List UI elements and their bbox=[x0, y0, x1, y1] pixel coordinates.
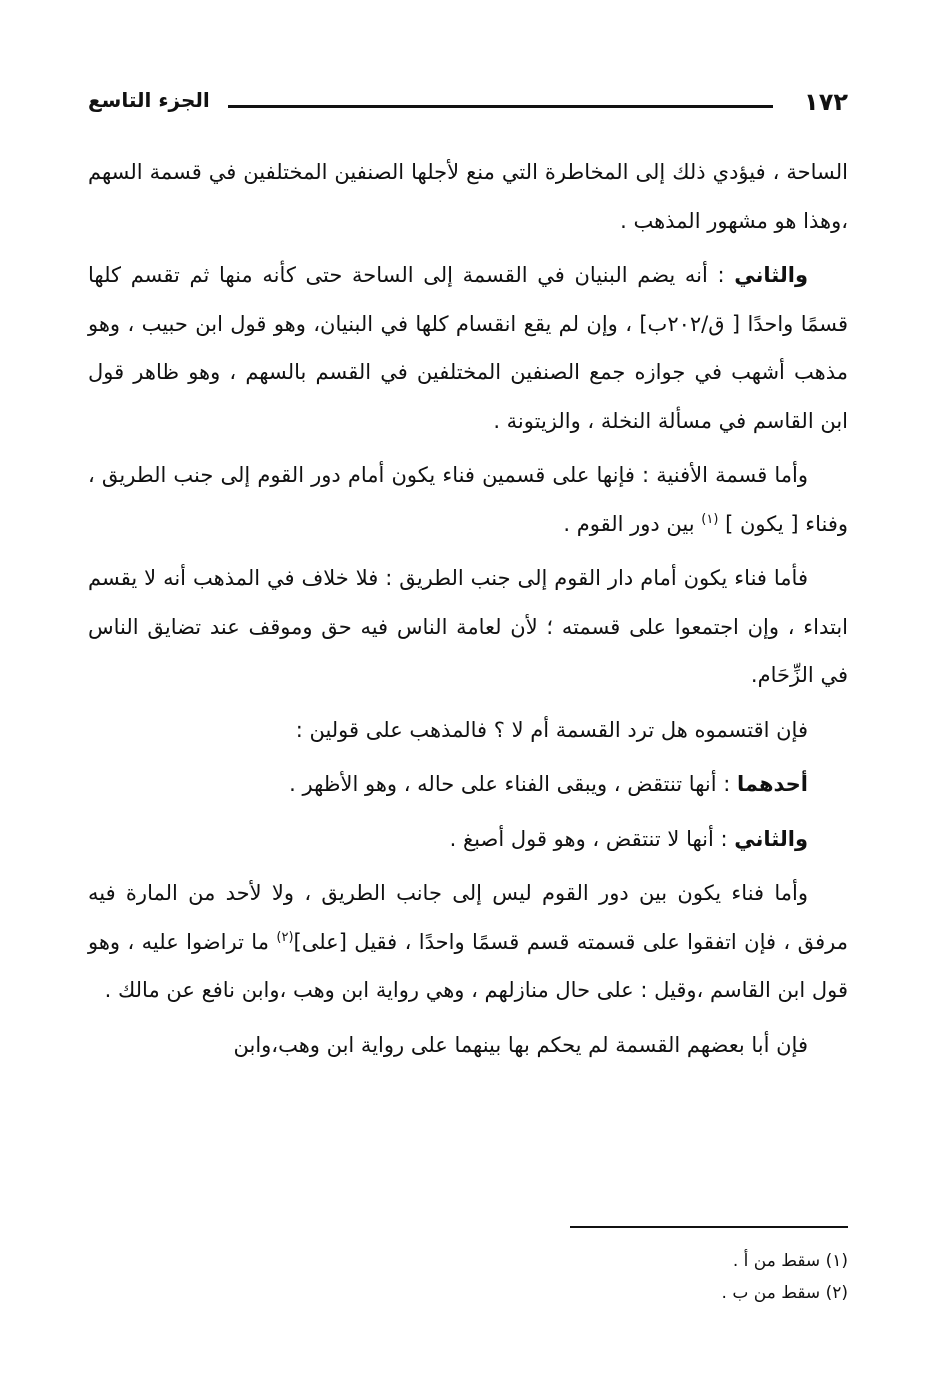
paragraph bbox=[88, 706, 848, 755]
paragraph bbox=[88, 554, 848, 700]
footnotes bbox=[448, 1245, 848, 1309]
paragraph-text: الساحة ، فيؤدي ذلك إلى المخاطرة التي منع لأجلها الصنفين المختلفين في قسمة السهم ،وهذا هو مشهور المذهب . bbox=[88, 160, 848, 233]
paragraph-lead: والثاني bbox=[734, 263, 808, 287]
main-text bbox=[88, 148, 848, 1075]
footnote: (١) سقط من أ . bbox=[732, 1251, 848, 1271]
paragraph bbox=[88, 815, 848, 864]
paragraph-lead: أحدهما bbox=[737, 772, 808, 796]
header-rule bbox=[228, 105, 773, 108]
paragraph-lead: والثاني bbox=[734, 826, 808, 851]
paragraph bbox=[88, 869, 848, 1015]
paragraph-text: فإن اقتسموه هل ترد القسمة أم لا ؟ فالمذهب على قولين : bbox=[295, 717, 808, 742]
footnote-reference: (٢) bbox=[276, 929, 294, 945]
paragraph bbox=[88, 451, 848, 548]
paragraph bbox=[88, 1021, 848, 1070]
paragraph bbox=[88, 760, 848, 809]
paragraph bbox=[88, 251, 848, 445]
paragraph bbox=[88, 148, 848, 245]
paragraph-text: بين دور القوم . bbox=[563, 511, 702, 536]
footnote-reference: (١) bbox=[701, 511, 719, 527]
paragraph-text: فأما فناء يكون أمام دار القوم إلى جنب الطريق : فلا خلاف في المذهب أنه لا يقسم ابتداء ، وإن اجتمعوا على قسمته ؛ لأن لعامة الناس فيه حق وموقف عند تضايق الناس في الزِّحَام. bbox=[88, 566, 848, 687]
paragraph-text: : أنها لا تنتقض ، وهو قول أصبغ . bbox=[449, 826, 735, 851]
paragraph-text: وأما قسمة الأفنية : فإنها على قسمين فناء يكون أمام دور القوم إلى جنب الطريق ، وفناء [ يكون ] bbox=[88, 463, 848, 536]
page-header bbox=[88, 86, 848, 126]
paragraph-text: ما تراضوا عليه ، وهو قول ابن القاسم ،وقيل : على حال منازلهم ، وهي رواية ابن وهب ،وابن نافع عن مالك . bbox=[88, 929, 848, 1002]
paragraph-text: وأما فناء يكون بين دور القوم ليس إلى جانب الطريق ، ولا لأحد من المارة فيه مرفق ، فإن اتفقوا على قسمته قسم قسمًا واحدًا ، فقيل [على] bbox=[88, 881, 849, 954]
paragraph-text: فإن أبا بعضهم القسمة لم يحكم بها بينهما على رواية ابن وهب،وابن bbox=[233, 1032, 808, 1057]
footnote-rule bbox=[570, 1226, 848, 1228]
footnote: (٢) سقط من ب . bbox=[721, 1283, 848, 1303]
part-title: الجزء التاسع bbox=[88, 88, 210, 112]
paragraph-text: : أنها تنتقض ، ويبقى الفناء على حاله ، وهو الأظهر . bbox=[289, 772, 737, 796]
paragraph-text: : أنه يضم البنيان في القسمة إلى الساحة حتى كأنه منها ثم تقسم كلها قسمًا واحدًا [ ق/٢٠٢ب] ، وإن لم يقع انقسام كلها في البنيان، وهو قول ابن حبيب ، وهو مذهب أشهب في جوازه جمع الصنفين المختلفين في القسم بالسهم ، وهو ظاهر قول ابن القاسم في مسألة النخلة ، والزيتونة . bbox=[88, 263, 849, 433]
page-number: ١٧٢ bbox=[804, 88, 848, 116]
